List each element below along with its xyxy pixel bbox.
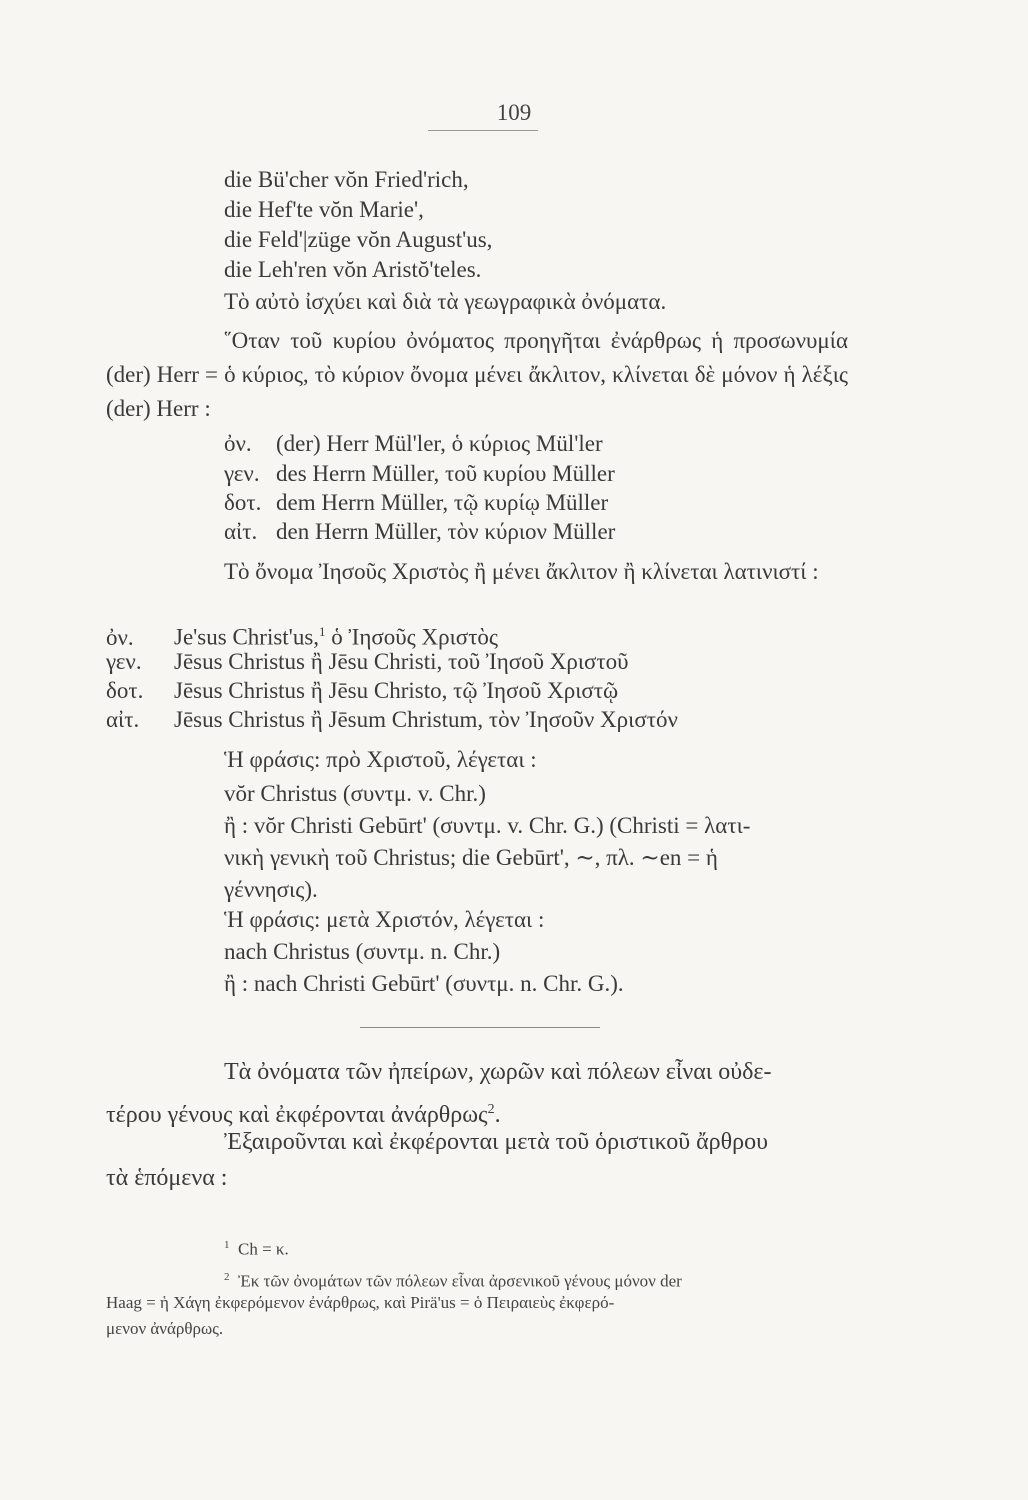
case-label: αἰτ. [106, 707, 140, 732]
footnote-ref: 2 [487, 1102, 495, 1117]
footnote-mark: 2 [224, 1271, 230, 1283]
example-line: die Bü'cher vŏn Fried'rich, [224, 167, 469, 192]
exceptions-line: Ἐξαιροῦνται καὶ ἐκφέρονται μετὰ τοῦ ὁριστικοῦ ἄρθρου [224, 1129, 769, 1155]
declension-row [224, 518, 615, 546]
example-line: die Feld'|züge vŏn August'us, [224, 227, 493, 252]
continents-line: Τὰ ὀνόματα τῶν ἠπείρων, χωρῶν καὶ πόλεων εἶναι οὐδε- [224, 1059, 772, 1085]
declension-form: Jēsus Christus ἢ Jēsu Christi, τοῦ Ἰησοῦ Χριστοῦ [174, 649, 629, 674]
declension-form: dem Herrn Müller, τῷ κυρίῳ Müller [276, 490, 609, 515]
case-label: ὀν. [224, 431, 252, 456]
phrase-intro: Ἡ φράσις: μετὰ Χριστόν, λέγεται : [224, 907, 545, 932]
case-label: γεν. [224, 461, 260, 486]
case-label: ὀν. [106, 624, 134, 650]
phrase-line: ἢ : vŏr Christi Gebūrt' (συντμ. v. Chr. G.) (Christi = λατι- [224, 813, 751, 838]
example-line: die Hef'te vŏn Marie', [224, 197, 424, 222]
phrase-line: νικὴ γενικὴ τοῦ Christus; die Gebūrt', ∼, πλ. ∼en = ἡ [224, 845, 718, 870]
phrase-line: nach Christus (συντμ. n. Chr.) [224, 939, 501, 964]
declension-form-greek: ὁ Ἰησοῦς Χριστὸς [325, 624, 499, 650]
continents-line [106, 1096, 501, 1129]
header-rule [428, 130, 538, 131]
page-number: 109 [496, 100, 532, 125]
footnote-2-line: μενον ἀνάρθρως. [106, 1319, 224, 1338]
case-label: δοτ. [106, 678, 144, 703]
case-label: γεν. [106, 649, 142, 674]
footnote-1 [224, 1232, 289, 1263]
continents-end: . [494, 1102, 501, 1128]
declension-row [106, 618, 498, 652]
footnote-ref: 1 [319, 624, 326, 639]
phrase-line: ἢ : nach Christi Gebūrt' (συντμ. n. Chr. G.). [224, 971, 624, 996]
declension-row [106, 706, 678, 734]
declension-form: den Herrn Müller, τὸν κύριον Müller [276, 519, 616, 544]
declension-row [106, 677, 618, 705]
declension-form: Jēsus Christus ἢ Jēsum Christum, τὸν Ἰησοῦν Χριστόν [174, 707, 678, 732]
declension-form: des Herrn Müller, τοῦ κυρίου Müller [276, 461, 615, 486]
phrase-intro: Ἡ φράσις: πρὸ Χριστοῦ, λέγεται : [224, 747, 537, 772]
declension-row [224, 489, 608, 517]
phrase-line: γέννησις). [224, 877, 318, 902]
geo-names-line: Τὸ αὐτὸ ἰσχύει καὶ διὰ τὰ γεωγραφικὰ ὀνόματα. [224, 289, 667, 314]
declension-row [106, 648, 629, 676]
footnote-2-line: Haag = ἡ Χάγη ἐκφερόμενον ἐνάρθρως, καὶ Pirä'us = ὁ Πειραιεὺς ἐκφερό- [106, 1293, 615, 1312]
case-label: δοτ. [224, 490, 262, 515]
herr-paragraph: ῞Οταν τοῦ κυρίου ὀνόματος προηγῆται ἐνάρθρως ἡ προσωνυμία (der) Herr = ὁ κύριος, τὸ κύριον ὄνομα μένει ἄκλιτον, κλίνεται δὲ μόνον ἡ λέξις (der) Herr : [106, 328, 848, 421]
declension-form: (der) Herr Mül'ler, ὁ κύριος Mül'ler [276, 431, 603, 456]
phrase-line: vŏr Christus (συντμ. v. Chr.) [224, 781, 486, 806]
declension-row [224, 460, 615, 488]
footnote-text: Ch = κ. [238, 1239, 289, 1259]
exceptions-line: τὰ ἑπόμενα : [106, 1165, 228, 1191]
jesus-paragraph: Τὸ ὄνομα Ἰησοῦς Χριστὸς ἢ μένει ἄκλιτον ἢ κλίνεται λατινιστί : [224, 559, 819, 584]
case-label: αἰτ. [224, 519, 258, 544]
footnote-mark: 1 [224, 1239, 230, 1251]
declension-form: Je'sus Christ'us, [174, 624, 320, 650]
example-line: die Leh'ren vŏn Aristŏ'teles. [224, 257, 482, 282]
footnote-text: Ἐκ τῶν ὀνομάτων τῶν πόλεων εἶναι ἀρσενικοῦ γένους μόνον der [238, 1271, 682, 1291]
section-divider [360, 1027, 600, 1028]
declension-row [224, 430, 603, 458]
continents-text: τέρου γένους καὶ ἐκφέρονται ἀνάρθρως [106, 1102, 488, 1128]
declension-form: Jēsus Christus ἢ Jēsu Christo, τῷ Ἰησοῦ Χριστῷ [174, 678, 619, 703]
